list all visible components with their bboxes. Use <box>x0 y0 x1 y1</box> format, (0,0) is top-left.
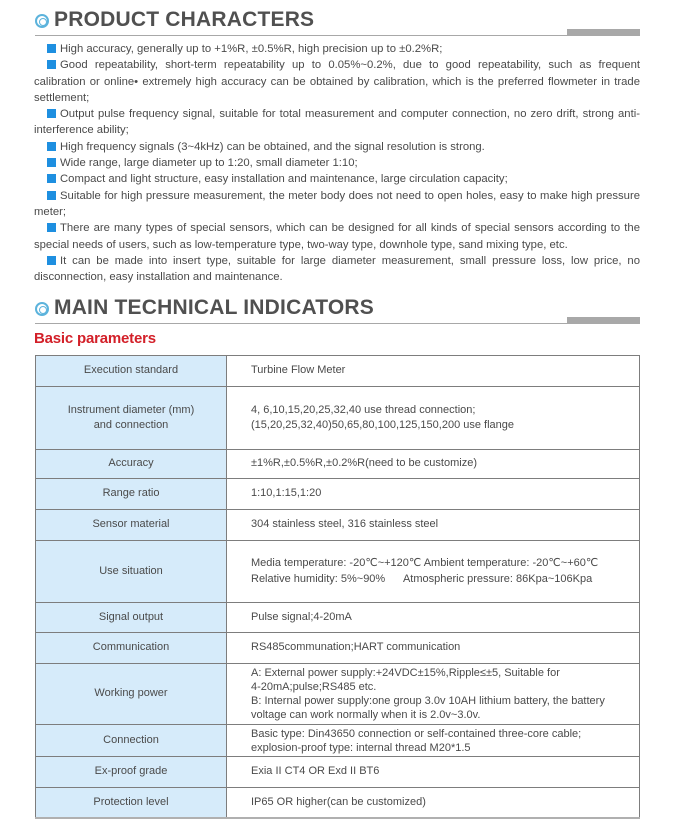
square-bullet-icon <box>47 158 56 167</box>
table-row <box>36 450 640 479</box>
feature-item <box>34 57 640 106</box>
divider <box>35 35 640 36</box>
section-title: PRODUCT CHARACTERS <box>54 8 315 31</box>
feature-text: High frequency signals (3~4kHz) can be obtained, and the signal resolution is strong. <box>60 140 485 153</box>
param-value: Media temperature: -20℃~+120℃ Ambient temperature: -20℃~+60℃ Relative humidity: 5%~90% Atmospheric pressure: 86Kpa~106Kpa <box>227 541 640 603</box>
feature-text: Output pulse frequency signal, suitable for total measurement and computer connection, no zero drift, strong anti-interference ability; <box>34 108 640 137</box>
param-value: IP65 OR higher(can be customized) <box>227 788 640 818</box>
feature-text: Compact and light structure, easy installation and maintenance, large circulation capacity; <box>60 173 508 186</box>
divider <box>35 323 640 324</box>
divider-accent-bar <box>567 29 640 36</box>
feature-text: There are many types of special sensors, which can be designed for all kinds of special sensors according to the special needs of users, such as low-temperature type, two-way type, downhole type, sand mixing type, etc. <box>34 222 640 251</box>
feature-item <box>34 155 640 171</box>
param-key: Use situation <box>36 541 227 603</box>
param-value: RS485communation;HART communication <box>227 633 640 664</box>
table-row <box>36 664 640 725</box>
param-value: Exia II CT4 OR Exd II BT6 <box>227 757 640 788</box>
param-value: A: External power supply:+24VDC±15%,Ripple≤±5, Suitable for 4-20mA;pulse;RS485 etc. B: Internal power supply:one group 3.0v 10AH lithium battery, the battery voltage can work normally when it is 2.0v~3.0v. <box>227 664 640 725</box>
param-value: 1:10,1:15,1:20 <box>227 479 640 510</box>
table-row <box>36 633 640 664</box>
square-bullet-icon <box>47 191 56 200</box>
param-key: Protection level <box>36 788 227 818</box>
param-key: Execution standard <box>36 356 227 387</box>
param-key: Connection <box>36 725 227 757</box>
section-header-main-technical-indicators <box>35 294 640 324</box>
square-bullet-icon <box>47 109 56 118</box>
feature-text: Good repeatability, short-term repeatability up to 0.05%~0.2%, due to good repeatability, such as frequent calibration or online• extremely high accuracy can be obtained by calibration, which is the preferred flowmeter in trade settlement; <box>34 59 640 104</box>
section-header-product-characters <box>35 6 640 36</box>
param-key: Ex-proof grade <box>36 757 227 788</box>
feature-item <box>34 41 640 57</box>
feature-text: Suitable for high pressure measurement, the meter body does not need to open holes, easy to make high pressure meter; <box>34 189 640 218</box>
feature-text: High accuracy, generally up to +1%R, ±0.5%R, high precision up to ±0.2%R; <box>60 43 443 55</box>
divider-accent-bar <box>567 317 640 324</box>
feature-item <box>34 253 640 286</box>
param-value: Basic type: Din43650 connection or self-contained three-core cable; explosion-proof type: internal thread M20*1.5 <box>227 725 640 757</box>
table-row <box>36 387 640 450</box>
square-bullet-icon <box>47 174 56 183</box>
circle-bullet-icon <box>35 14 49 28</box>
feature-list <box>34 41 640 285</box>
param-value: 304 stainless steel, 316 stainless steel <box>227 510 640 541</box>
table-row <box>36 510 640 541</box>
basic-parameters-table <box>35 355 640 819</box>
circle-bullet-icon <box>35 302 49 316</box>
square-bullet-icon <box>47 60 56 69</box>
param-key: Communication <box>36 633 227 664</box>
param-value: ±1%R,±0.5%R,±0.2%R(need to be customize) <box>227 450 640 479</box>
feature-item <box>34 220 640 253</box>
param-key: Accuracy <box>36 450 227 479</box>
feature-item <box>34 139 640 155</box>
square-bullet-icon <box>47 223 56 232</box>
feature-item <box>34 188 640 221</box>
feature-item <box>34 171 640 187</box>
table-row <box>36 788 640 818</box>
param-key: Working power <box>36 664 227 725</box>
param-value: Pulse signal;4-20mA <box>227 603 640 633</box>
feature-item <box>34 106 640 139</box>
basic-parameters-heading: Basic parameters <box>34 330 156 347</box>
param-key: Signal output <box>36 603 227 633</box>
section-title: MAIN TECHNICAL INDICATORS <box>54 296 374 319</box>
table-row <box>36 479 640 510</box>
feature-text: It can be made into insert type, suitable for large diameter measurement, small pressure loss, low price, no disconnection, easy installation and maintenance. <box>34 254 640 284</box>
param-value: Turbine Flow Meter <box>227 356 640 387</box>
param-key: Range ratio <box>36 479 227 510</box>
table-row <box>36 603 640 633</box>
feature-text: Wide range, large diameter up to 1:20, small diameter 1:10; <box>60 157 358 170</box>
square-bullet-icon <box>47 256 56 265</box>
table-row <box>36 541 640 603</box>
square-bullet-icon <box>47 44 56 53</box>
square-bullet-icon <box>47 142 56 151</box>
param-value: 4, 6,10,15,20,25,32,40 use thread connection; (15,20,25,32,40)50,65,80,100,125,150,200 use flange <box>227 387 640 450</box>
table-row <box>36 757 640 788</box>
table-row <box>36 725 640 757</box>
param-key: Instrument diameter (mm) and connection <box>36 387 227 450</box>
table-row <box>36 356 640 387</box>
param-key: Sensor material <box>36 510 227 541</box>
